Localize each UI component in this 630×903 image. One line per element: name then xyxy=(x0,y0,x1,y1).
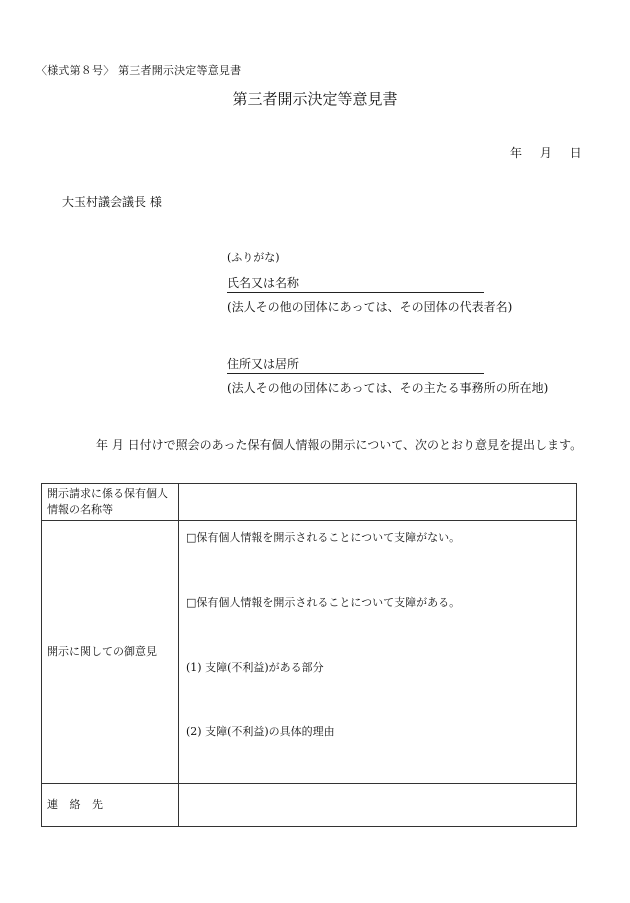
statement-text: 年 月 日付けで照会のあった保有個人情報の開示について、次のとおり意見を提出します。 xyxy=(96,438,583,452)
addressee: 大玉村議会議長 様 xyxy=(62,195,162,209)
address-field[interactable] xyxy=(227,355,484,374)
issue-reason-item: (2) 支障(不利益)の具体的理由 xyxy=(186,725,335,738)
opinion-label: 開示に関しての御意見 xyxy=(42,521,179,784)
date-line: 年 月 日 xyxy=(510,146,582,160)
table-row xyxy=(42,784,577,827)
issue-part-item: (1) 支障(不利益)がある部分 xyxy=(186,661,324,674)
table-row xyxy=(42,521,577,784)
name-note: (法人その他の団体にあっては、その団体の代表者名) xyxy=(227,300,513,314)
page-title: 第三者開示決定等意見書 xyxy=(232,90,398,108)
table-row xyxy=(42,484,577,521)
name-field-label: 氏名又は名称 xyxy=(227,276,300,290)
contact-label: 連 絡 先 xyxy=(42,784,179,827)
address-note: (法人その他の団体にあっては、その主たる事務所の所在地) xyxy=(227,381,549,395)
info-name-field[interactable] xyxy=(179,484,577,521)
address-field-label: 住所又は居所 xyxy=(227,357,300,371)
option-issue[interactable]: □保有個人情報を開示されることについて支障がある。 xyxy=(186,596,461,609)
contact-field[interactable] xyxy=(179,784,577,827)
opinion-field[interactable] xyxy=(179,521,577,784)
info-name-label: 開示請求に係る保有個人情報の名称等 xyxy=(42,484,179,521)
option-no-issue[interactable]: □保有個人情報を開示されることについて支障がない。 xyxy=(186,531,461,544)
furigana-label: (ふりがな) xyxy=(227,251,280,264)
name-field[interactable] xyxy=(227,274,484,293)
opinion-table xyxy=(41,483,577,827)
form-number-label: 〈様式第８号〉 第三者開示決定等意見書 xyxy=(36,64,242,77)
